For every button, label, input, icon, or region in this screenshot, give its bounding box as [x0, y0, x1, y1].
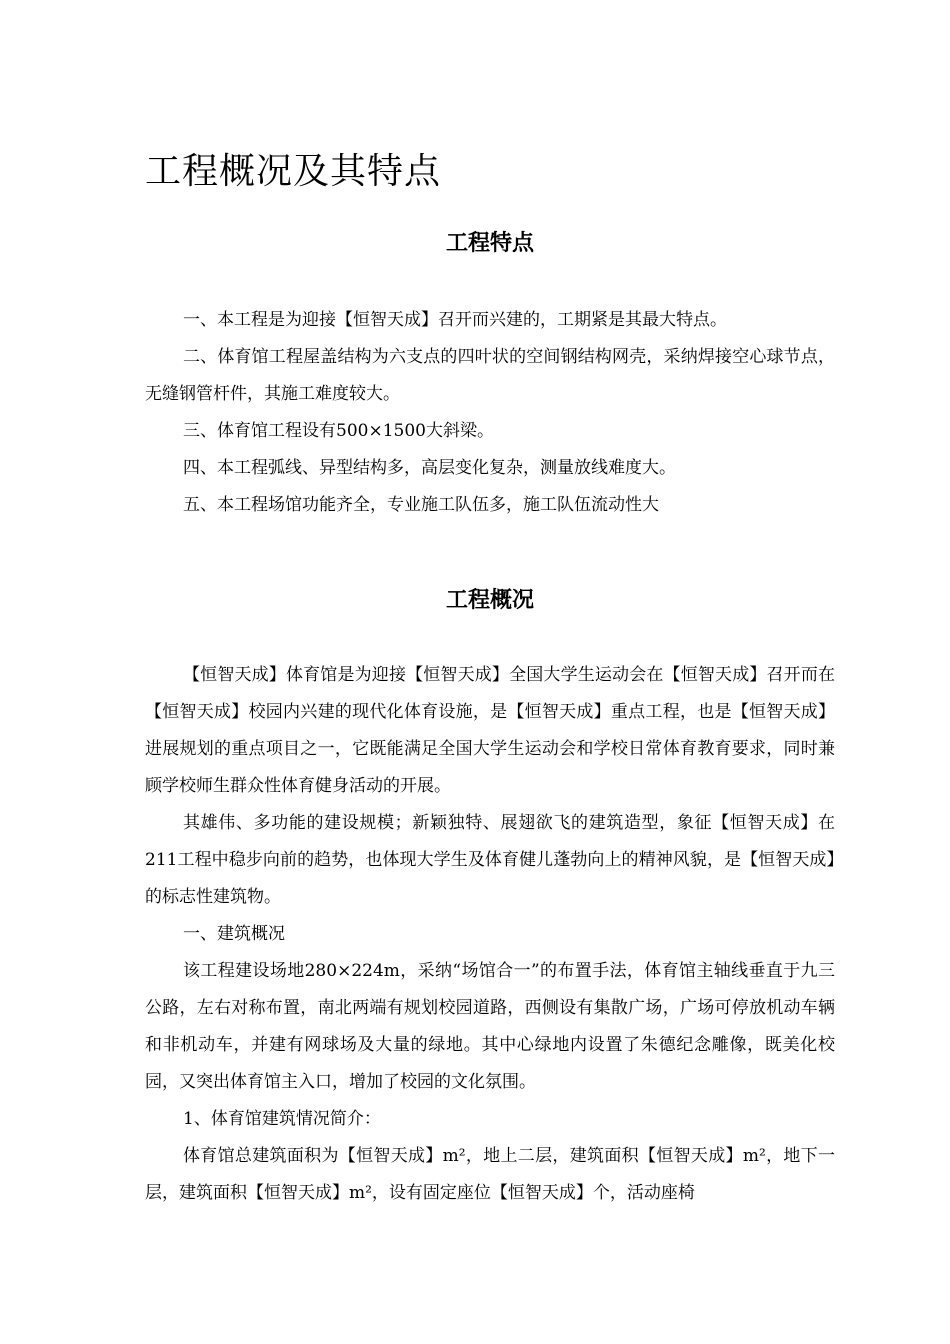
subsection-heading: 1、体育馆建筑情况简介：: [183, 1109, 381, 1129]
section-heading-overview: 工程概况: [445, 588, 534, 613]
overview-paragraph: 其雄伟、多功能的建设规模；新颖独特、展翅欲飞的建筑造型，象征【恒智天成】在211工程中稳步向前的趋势，也体现大学生及体育健儿蓬勃向上的精神风貌，是【恒智天成】的标志性建筑物。: [145, 813, 835, 907]
overview-paragraph: 该工程建设场地280×224m，采纳“场馆合一”的布置手法，体育馆主轴线垂直于九三公路，左右对称布置，南北两端有规划校园道路，西侧设有集散广场，广场可停放机动车辆和非机动车，并建有网球场及大量的绿地。其中心绿地内设置了朱德纪念雕像，既美化校园，又突出体育馆主入口，增加了校园的文化氛围。: [145, 961, 835, 1092]
section-heading-features: 工程特点: [445, 231, 534, 256]
overview-paragraph: 体育馆总建筑面积为【恒智天成】m²，地上二层，建筑面积【恒智天成】m²，地下一层，建筑面积【恒智天成】m²，设有固定座位【恒智天成】个，活动座椅: [145, 1146, 835, 1203]
features-list: [145, 302, 835, 524]
feature-item: 三、体育馆工程设有500×1500大斜梁。: [183, 421, 494, 441]
document-title: 工程概况及其特点: [145, 151, 442, 192]
feature-item: 一、本工程是为迎接【恒智天成】召开而兴建的，工期紧是其最大特点。: [183, 310, 727, 330]
feature-item: 四、本工程弧线、异型结构多，高层变化复杂，测量放线难度大。: [183, 458, 676, 478]
overview-body: [145, 657, 835, 1212]
feature-item: 二、体育馆工程屋盖结构为六支点的四叶状的空间钢结构网壳，采纳焊接空心球节点，无缝钢管杆件，其施工难度较大。: [145, 347, 835, 404]
overview-paragraph: 【恒智天成】体育馆是为迎接【恒智天成】全国大学生运动会在【恒智天成】召开而在【恒智天成】校园内兴建的现代化体育设施，是【恒智天成】重点工程，也是【恒智天成】进展规划的重点项目之一，它既能满足全国大学生运动会和学校日常体育教育要求，同时兼顾学校师生群众性体育健身活动的开展。: [145, 665, 835, 796]
subsection-heading: 一、建筑概况: [183, 924, 285, 944]
feature-item: 五、本工程场馆功能齐全，专业施工队伍多，施工队伍流动性大: [183, 495, 659, 515]
